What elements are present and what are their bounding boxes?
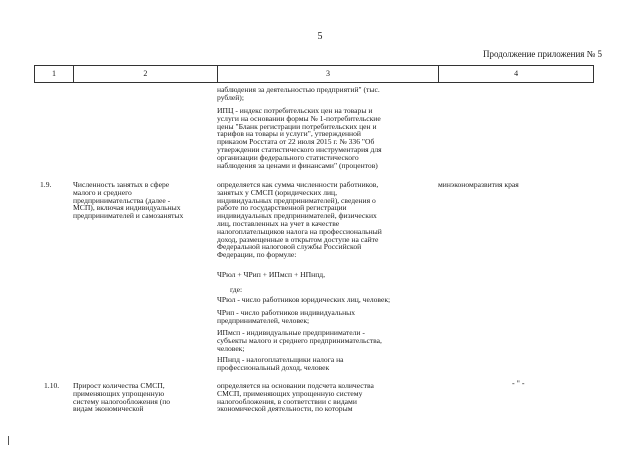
formula: ЧРюл + ЧРип + ИПмсп + НПнпд, <box>217 270 326 279</box>
definition-npnpd: НПнпд - налогоплательщики налога на профессиональный доход, человек <box>217 355 344 372</box>
definition-chryul: ЧРюл - число работников юридических лиц, человек; <box>217 295 391 304</box>
scan-mark <box>8 436 9 445</box>
formula-where: где: <box>230 285 243 294</box>
indicator-name: Численность занятых в сфере малого и среднего предпринимательства (далее - МСП), включая индивидуальных предпринимателей и самозанятых <box>73 180 184 221</box>
ipc-definition: ИПЦ - индекс потребительских цен на товары и услуги на основании формы № 1-потребительские цены "Бланк регистрации потребительских цен и тарифов на товары и услуги", утвержденной приказом Росстата от 22 июля 2015 г. № 336 "Об утверждении статистического инструментария для организации федерального статистического наблюдения за ценами и финансами" (процентов) <box>217 106 382 170</box>
definition-ipmsp: ИПмсп - индивидуальные предприниматели - субъекты малого и среднего предпринимательства, человек; <box>217 328 382 353</box>
row-number: 1.10. <box>44 381 60 390</box>
continuation-text: наблюдения за деятельностью предприятий" (тыс. рублей); <box>217 85 380 102</box>
definition-chrip: ЧРип - число работников индивидуальных предпринимателей, человек; <box>217 308 356 325</box>
appendix-label: Продолжение приложения № 5 <box>482 49 602 59</box>
page-number: 5 <box>317 31 323 42</box>
responsible-body: минэкономразвития края <box>438 180 519 189</box>
row-number: 1.9. <box>40 180 52 189</box>
method-description: определяется как сумма численности работников, занятых у СМСП (юридических лиц, индивидуальных предпринимателей), сведения о работе по государственной регистрации индивидуальных предпринимателей, физических лиц, поставленных на учет в качестве налогоплательщиков налога на профессиональный доход, размещенные в открытом доступе на сайте Федеральной налоговой службы Российской Федерации, по формуле: <box>217 180 382 260</box>
method-description: определяется на основании подсчета количества СМСП, применяющих упрощенную систему налогообложения, в соответствии с видами экономической деятельности, по которым <box>217 381 374 414</box>
header-col-2: 2 <box>74 66 218 82</box>
indicator-name: Прирост количества СМСП, применяющих упрощенную систему налогообложения (по видам экономической <box>73 381 171 414</box>
header-col-1: 1 <box>35 66 74 82</box>
table-header <box>34 65 594 83</box>
ditto-mark: - " - <box>512 379 525 388</box>
header-col-4: 4 <box>439 66 594 82</box>
header-col-3: 3 <box>218 66 440 82</box>
